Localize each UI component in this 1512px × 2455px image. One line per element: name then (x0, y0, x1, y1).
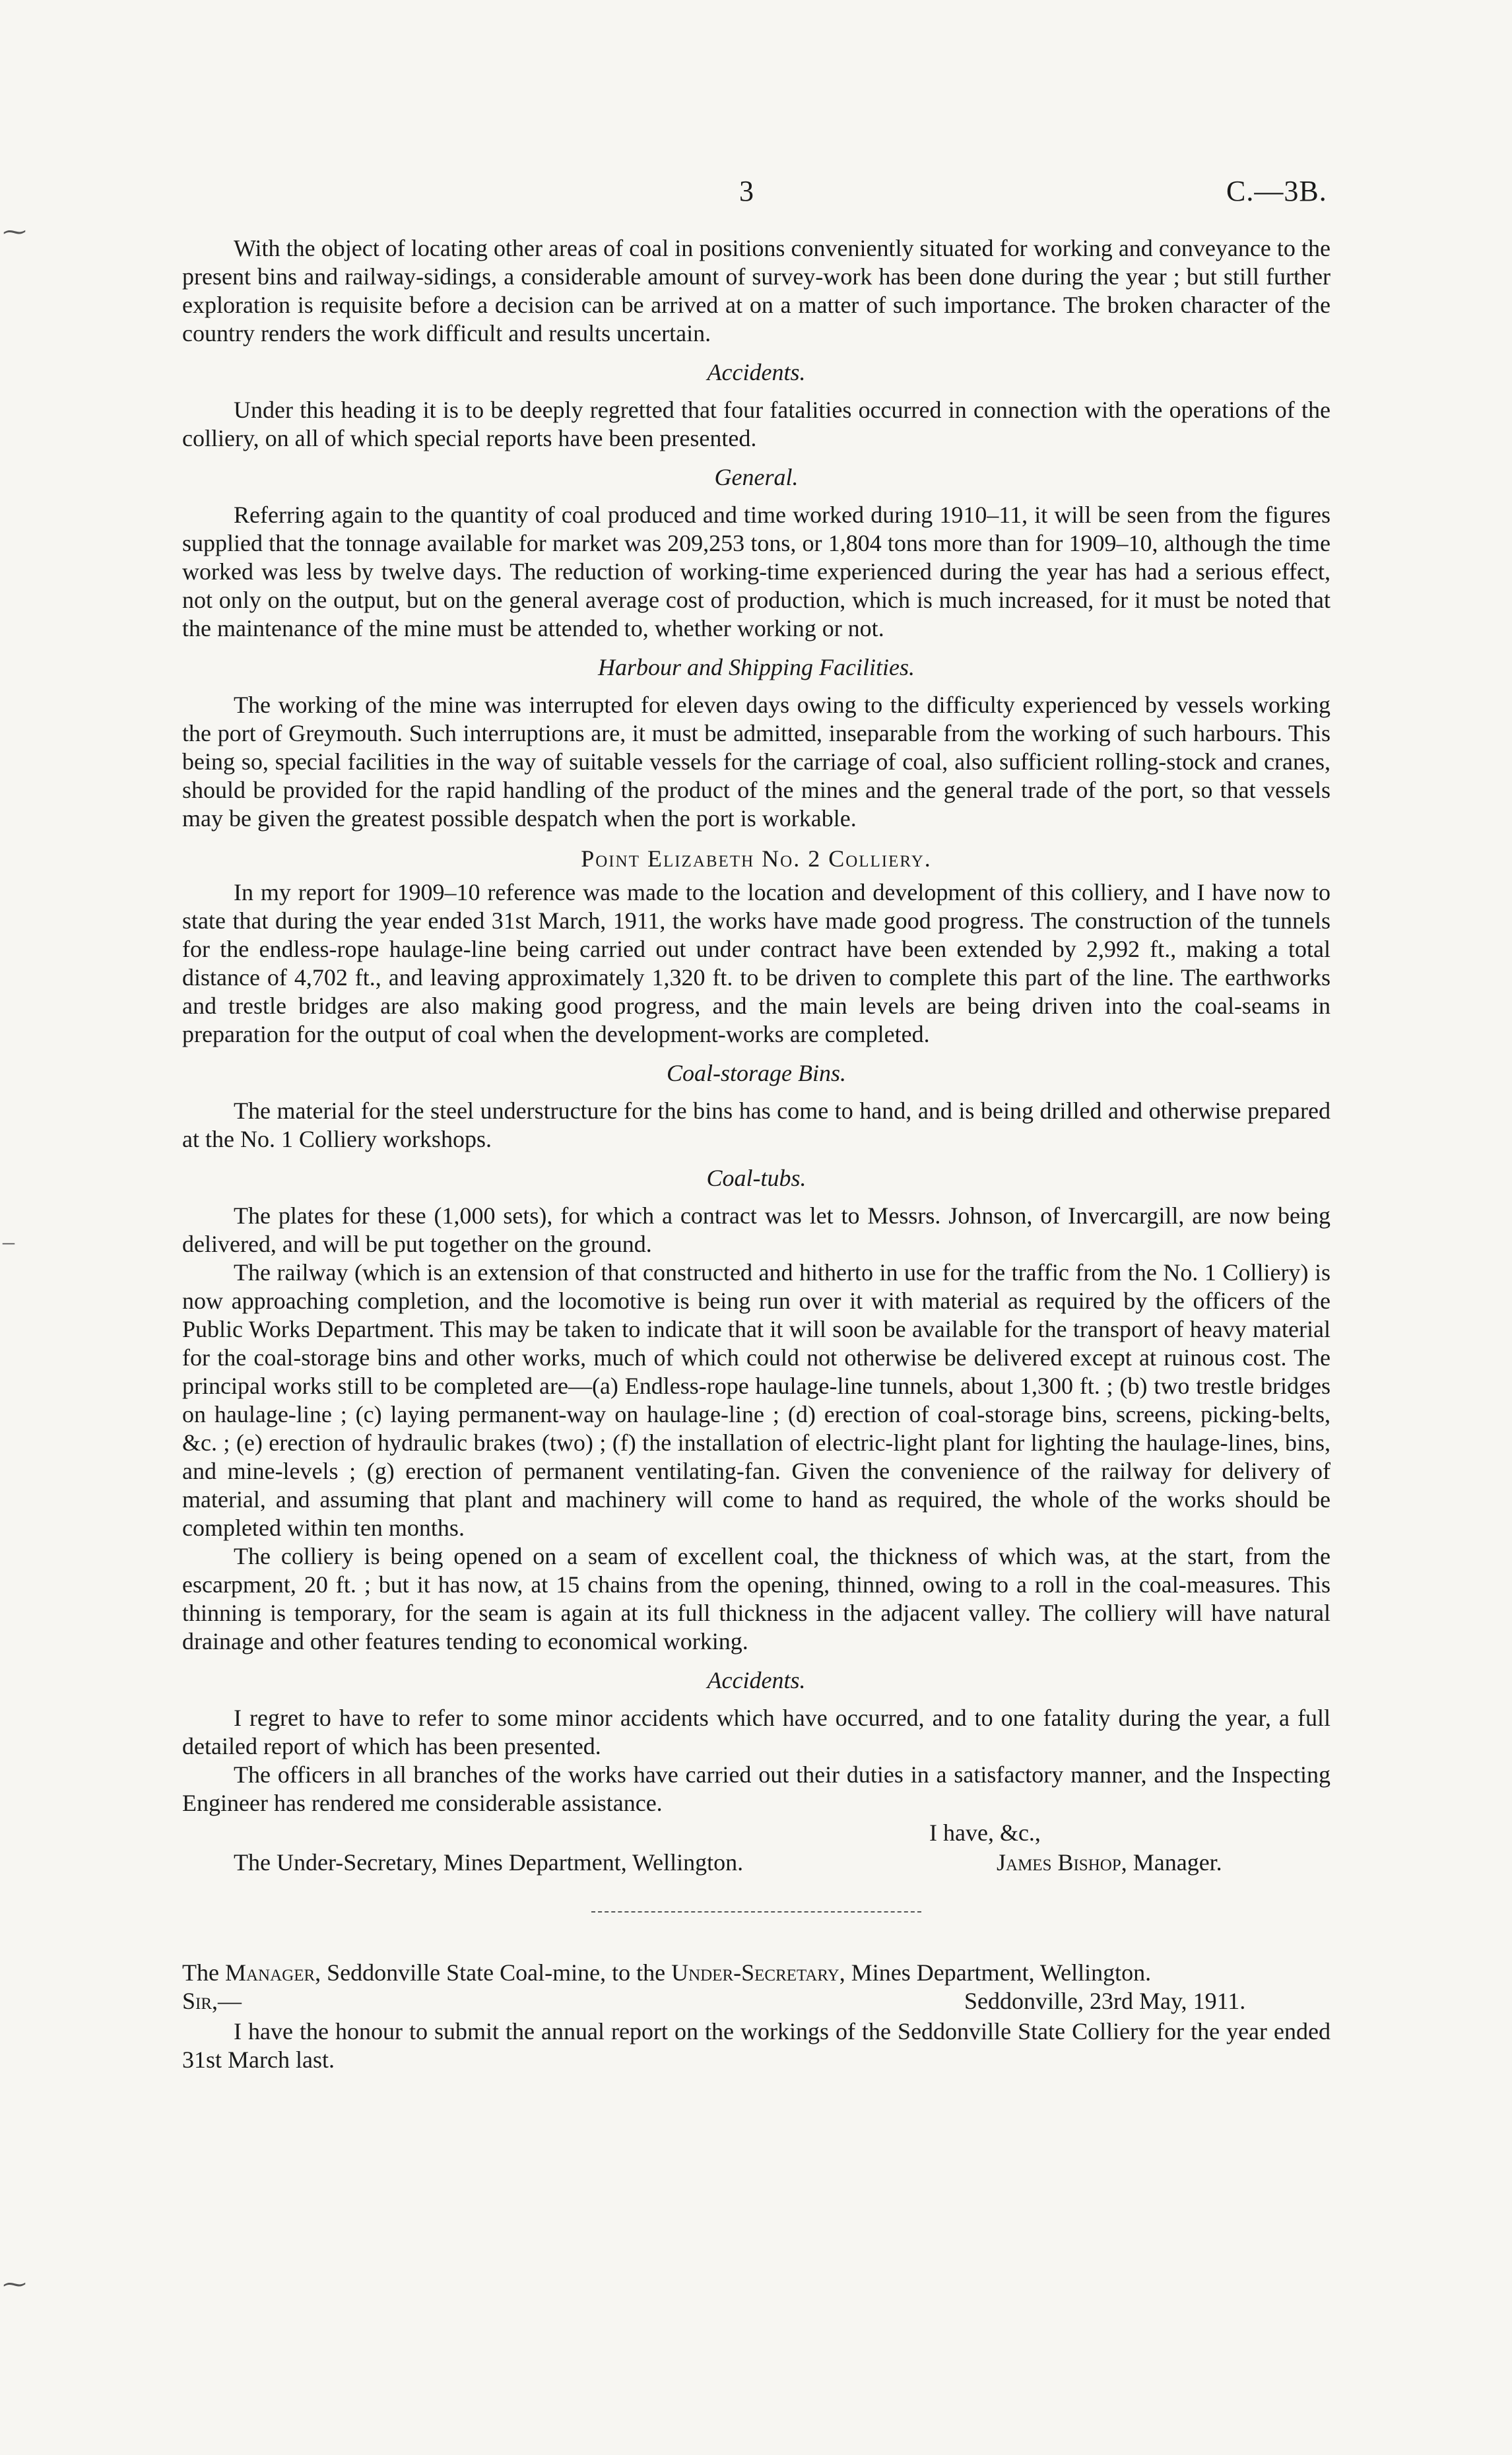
salutation-line (182, 1987, 1331, 2017)
letter-heading-part: , Seddonville State Coal-mine, to the (315, 1959, 672, 1986)
margin-mark: ⁓ (3, 218, 26, 245)
paragraph-exploration: With the object of locating other areas of coal in positions conveniently situated for working and conveyance to the present bins and railway-sidings, a considerable amount of survey-work has been done during the year ; but still further exploration is requisite before a decision can be arrived at on a matter of such importance. The broken character of the country renders the work difficult and results uncertain. (182, 235, 1331, 346)
signoff-closing: I have, &c., (929, 1819, 1041, 1846)
paragraph-coal-tubs: The plates for these (1,000 sets), for which a contract was let to Messrs. Johnson, of Invercargill, are now being delivered, and will be put together on the ground. (182, 1202, 1331, 1257)
heading-accidents: Accidents. (707, 359, 806, 385)
letter-heading (182, 1959, 1331, 1987)
signature-name: James Bishop (997, 1849, 1121, 1876)
document-reference: C.—3B. (1226, 175, 1327, 207)
letter-heading-manager: Manager (224, 1959, 315, 1986)
signature (997, 1849, 1222, 1877)
paragraph-fatalities: Under this heading it is to be deeply regretted that four fatalities occurred in connection with the operations of the colliery, on all of which special reports have been presented. (182, 397, 1331, 451)
heading-coal-tubs: Coal-tubs. (706, 1165, 806, 1191)
signoff-addressee: The Under-Secretary, Mines Department, Wellington. (234, 1849, 744, 1876)
paragraph-general: Referring again to the quantity of coal produced and time worked during 1910–11, it will be seen from the figures supplied that the tonnage available for market was 209,253 tons, or 1,804 tons more than for 1909–10, although the time worked was less by twelve days. The reduction of working-time experienced during the year has had a serious effect, not only on the output, but on the general average cost of production, which is much increased, for it must be noted that the maintenance of the mine must be attended to, whether working or not. (182, 502, 1331, 641)
heading-general: General. (714, 464, 799, 490)
heading-point-elizabeth: Point Elizabeth No. 2 Colliery. (581, 845, 932, 872)
letter-heading-under-secretary: Under-Secretary (671, 1959, 839, 1986)
paragraph-coal-storage-bins: The material for the steel understructure for the bins has come to hand, and is being drilled and otherwise prepared at the No. 1 Colliery workshops. (182, 1097, 1331, 1152)
paragraph-minor-accidents: I regret to have to refer to some minor accidents which have occurred, and to one fatality during the year, a full detailed report of which has been presented. (182, 1705, 1331, 1759)
signature-title: , Manager. (1121, 1849, 1222, 1876)
heading-accidents-2: Accidents. (707, 1667, 806, 1693)
margin-mark: ⁓ (3, 2271, 26, 2297)
section-divider (591, 1911, 921, 1913)
paragraph-seam: The colliery is being opened on a seam of excellent coal, the thickness of which was, at the start, from the escarpment, 20 ft. ; but it has now, at 15 chains from the opening, thinned, owing to a roll in the coal-measures. This thinning is temporary, for the seam is again at its full thickness in the adjacent valley. The colliery will have natural drainage and other features tending to economical working. (182, 1543, 1331, 1654)
page-number: 3 (739, 175, 754, 207)
page-header (0, 165, 1512, 205)
signoff (182, 1819, 1331, 1878)
paragraph-point-elizabeth: In my report for 1909–10 reference was made to the location and development of this colliery, and I have now to state that during the year ended 31st March, 1911, the works have made good progress. The construction of the tunnels for the endless-rope haulage-line being carried out under contract have been extended by 2,992 ft., making a total distance of 4,702 ft., and leaving approximately 1,320 ft. to be driven to complete this part of the line. The earthworks and trestle bridges are also making good progress, and the main levels are being driven into the coal-seams in preparation for the output of coal when the development-works are completed. (182, 879, 1331, 1047)
paragraph-harbour: The working of the mine was interrupted for eleven days owing to the difficulty experienced by vessels working the port of Greymouth. Such interruptions are, it must be admitted, inseparable from the working of such harbours. This being so, special facilities in the way of suitable vessels for the carriage of coal, also sufficient rolling-stock and cranes, should be provided for the rapid handling of the product of the mines and the general trade of the port, so that vessels may be given the greatest possible despatch when the port is workable. (182, 692, 1331, 832)
letter-heading-part: The (182, 1959, 225, 1986)
letter-heading-part: , Mines Department, Wellington. (839, 1959, 1152, 1986)
paragraph-railway: The railway (which is an extension of that constructed and hitherto in use for the traffic from the No. 1 Colliery) is now approaching completion, and the locomotive is being run over it with material as required by the officers of the Public Works Department. This may be taken to indicate that it will soon be available for the transport of heavy material for the coal-storage bins and other works, much of which could not otherwise be delivered except at ruinous cost. The principal works still to be completed are—(a) Endless-rope haulage-line tunnels, about 1,300 ft. ; (b) two trestle bridges on haulage-line ; (c) laying permanent-way on haulage-line ; (d) erection of coal-storage bins, screens, picking-belts, &c. ; (e) erection of hydraulic brakes (two) ; (f) the installation of electric-light plant for lighting the haulage-lines, bins, and mine-levels ; (g) erection of permanent ventilating-fan. Given the convenience of the railway for delivery of material, and assuming that plant and machinery will come to hand as required, the whole of the works should be completed within ten months. (182, 1259, 1331, 1541)
heading-coal-storage-bins: Coal-storage Bins. (666, 1060, 846, 1086)
paragraph-officers: The officers in all branches of the works have carried out their duties in a satisfactory manner, and the Inspecting Engineer has rendered me considerable assistance. (182, 1761, 1331, 1816)
document-body (182, 234, 1331, 2074)
margin-mark: – (3, 1228, 15, 1255)
salutation: Sir,— (182, 1988, 242, 2014)
heading-harbour: Harbour and Shipping Facilities. (598, 654, 915, 680)
letter-body: I have the honour to submit the annual report on the workings of the Seddonville State Colliery for the year ended 31st March last. (182, 2018, 1331, 2073)
letter-date: Seddonville, 23rd May, 1911. (964, 1988, 1246, 2014)
